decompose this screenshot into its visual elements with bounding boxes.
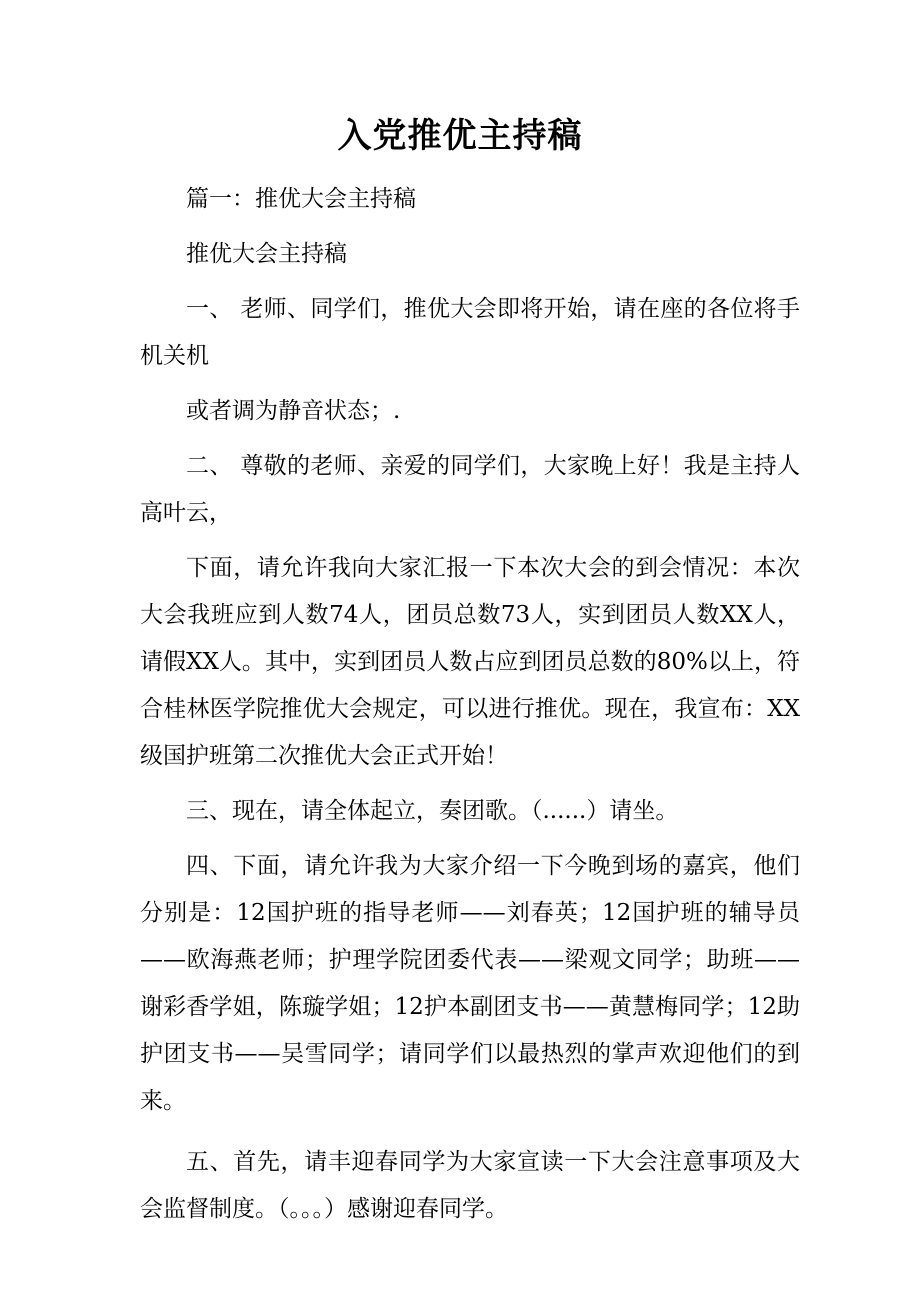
document-title: 入党推优主持稿 xyxy=(337,116,583,156)
paragraph: 一、 老师、同学们，推优大会即将开始，请在座的各位将手机关机 xyxy=(140,296,800,369)
paragraph: 五、首先，请丰迎春同学为大家宣读一下大会注意事项及大会监督制度。（。。。）感谢迎春同学。 xyxy=(140,1149,800,1222)
paragraph: 下面，请允许我向大家汇报一下本次大会的到会情况：本次大会我班应到人数74人，团员总数73人，实到团员人数XX人，请假XX人。其中，实到团员人数占应到团员总数的80%以上，符合桂林医学院推优大会规定，可以进行推优。现在，我宣布：XX级国护班第二次推优大会正式开始！ xyxy=(140,555,800,769)
section-heading: 篇一：推优大会主持稿 xyxy=(186,186,416,212)
paragraph: 或者调为静音状态；. xyxy=(186,398,401,424)
paragraph: 三、现在，请全体起立，奏团歌。（......）请坐。 xyxy=(186,798,679,824)
paragraph: 四、下面，请允许我为大家介绍一下今晚到场的嘉宾，他们分别是：12国护班的指导老师——刘春英；12国护班的辅导员——欧海燕老师；护理学院团委代表——梁观文同学；助班——谢彩香学姐，陈璇学姐；12护本副团支书——黄慧梅同学；12助护团支书——吴雪同学；请同学们以最热烈的掌声欢迎他们的到来。 xyxy=(140,853,800,1114)
paragraph: 二、 尊敬的老师、亲爱的同学们，大家晚上好！我是主持人高叶云， xyxy=(140,453,800,526)
document-body xyxy=(140,176,800,1233)
paragraph: 推优大会主持稿 xyxy=(186,241,347,267)
